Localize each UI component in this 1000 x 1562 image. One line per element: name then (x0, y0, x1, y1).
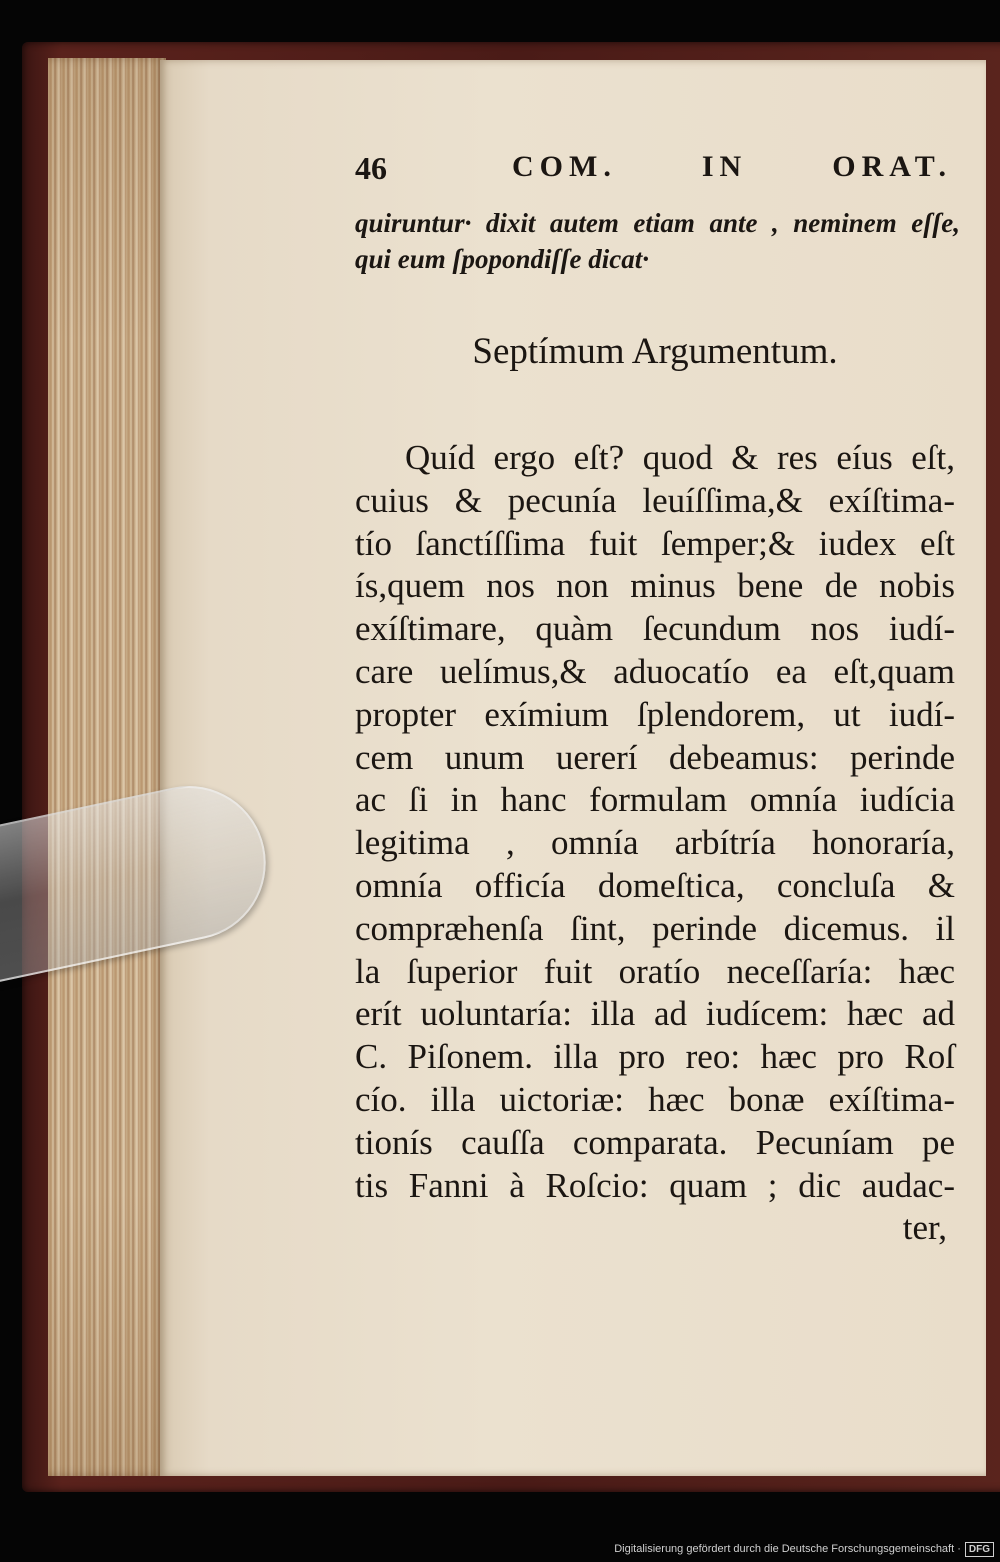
text-line: la ſuperior fuit oratío neceſſaría: hæc (355, 951, 955, 991)
text-line: cuius & pecunía leuíſſima,& exíſtima- (355, 480, 955, 520)
text-line: tío ſanctíſſima fuit ſemper;& iudex eſt (355, 523, 955, 563)
text-line: Quíd ergo eſt? quod & res eíus eſt, (405, 438, 955, 477)
digitization-credit (614, 1540, 994, 1558)
section-title: Septímum Argumentum. (472, 331, 838, 372)
text-line: compræhenſa ſint, perinde dicemus. il (355, 908, 955, 948)
credit-text: Digitalisierung gefördert durch die Deutsche Forschungsgemeinschaft · (614, 1543, 961, 1555)
page-edges-shade (48, 58, 166, 1476)
text-line: C. Piſonem. illa pro reo: hæc pro Roſ (355, 1037, 955, 1077)
italic-line: qui eum ſpopondiſſe dicat· (355, 244, 649, 274)
catchword: ter, (902, 1208, 947, 1247)
text-line: care uelímus,& aduocatío ea eſt,quam (355, 651, 955, 691)
page-number: 46 (355, 150, 387, 186)
running-header: COM. IN ORAT. (512, 150, 952, 183)
text-line: legitima , omnía arbítría honoraría, (355, 823, 955, 863)
text-line: ís,quem nos non minus bene de nobis (355, 566, 955, 606)
text-line: erít uoluntaría: illa ad iudícem: hæc ad (355, 994, 955, 1034)
text-line: propter exímium ſplendorem, ut iudí- (355, 694, 955, 734)
text-line: omnía officía domeſtica, concluſa & (355, 865, 955, 905)
text-line: exíſtimare, quàm ſecundum nos iudí- (355, 609, 955, 649)
text-line: cem unum uererí debeamus: perinde (355, 737, 955, 777)
body-text (355, 437, 955, 1207)
text-line: tionís cauſſa comparata. Pecuníam pe (355, 1122, 955, 1162)
text-line: ac ſi in hanc formulam omnía iudícia (355, 780, 955, 820)
text-line: tis Fanni à Roſcio: quam ; dic audac- (355, 1165, 955, 1205)
text-line: cío. illa uictoriæ: hæc bonæ exíſtima- (355, 1079, 955, 1119)
dfg-logo: DFG (965, 1542, 994, 1557)
italic-line: quiruntur· dixit autem etiam ante , neminem eſſe, (355, 208, 960, 238)
